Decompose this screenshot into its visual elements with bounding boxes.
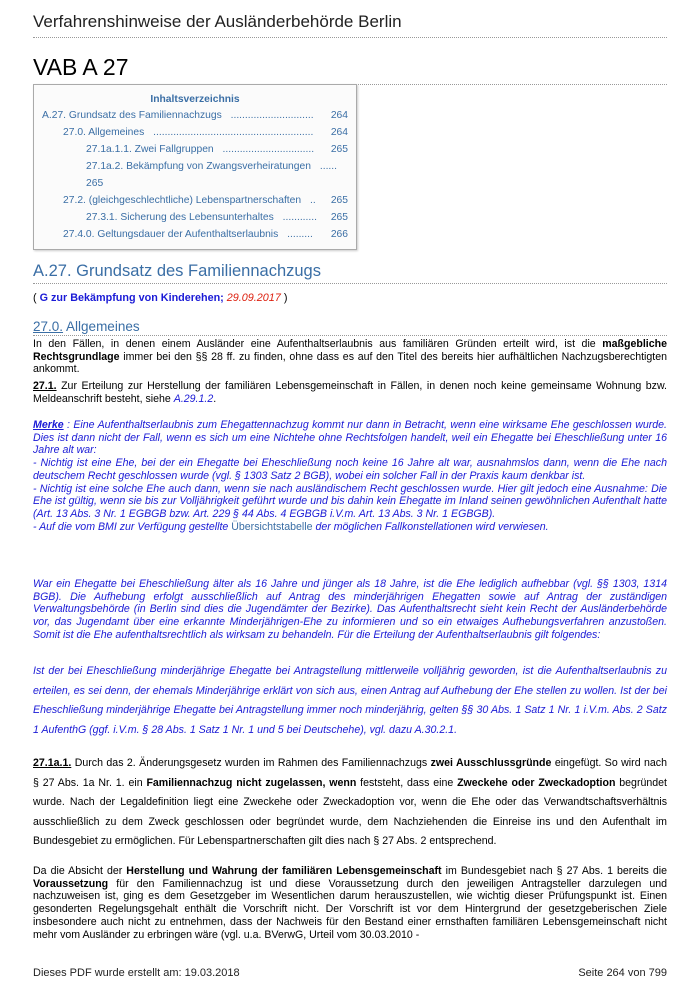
text: eingefügt. So wird nach § 27 Abs. 1a Nr. 1. ein	[33, 757, 667, 789]
law-date: 29.09.2017	[226, 292, 281, 304]
bold-text: Herstellung und Wahrung der familiären Lebensgemeinschaft	[126, 865, 442, 877]
text: .	[454, 723, 458, 736]
paren-open: (	[33, 292, 37, 304]
toc-item-page: 264	[330, 110, 348, 121]
toc-item-label: 27.1a.1.1. Zwei Fallgruppen	[86, 144, 214, 155]
subsection-divider	[33, 335, 667, 336]
header-divider	[33, 37, 667, 38]
subsection-number[interactable]: 27.0.	[33, 319, 64, 334]
toc-item-page: 265	[330, 195, 348, 206]
paragraph-intro	[33, 338, 667, 376]
table-of-contents	[33, 84, 357, 250]
toc-item-label: 27.1a.2. Bekämpfung von Zwangsverheiratungen	[86, 161, 311, 172]
bold-text: maßgebliche Rechtsgrundlage	[33, 338, 667, 363]
overview-table-link[interactable]: Übersichtstabelle	[231, 520, 313, 533]
text: der möglichen Fallkonstellationen wird verwiesen.	[312, 520, 549, 533]
law-link[interactable]: G zur Bekämpfung von Kinderehen;	[39, 292, 224, 304]
merke-intro	[33, 419, 667, 457]
toc-item[interactable]	[86, 212, 348, 223]
toc-item-label: 27.0. Allgemeines	[63, 127, 145, 138]
toc-item-dots: ......	[319, 161, 338, 172]
toc-item-dots: ................................	[222, 144, 315, 155]
paragraph-label[interactable]: 27.1a.1.	[33, 757, 72, 769]
toc-item-dots: .............................	[230, 110, 314, 121]
toc-item[interactable]	[63, 229, 348, 240]
merke-point: - Nichtig ist eine Ehe, bei der ein Ehegatte bei Eheschließung noch keine 16 Jahre alt war, ausnahmslos dann, wenn die Ehe nach deutschem Recht geschlossen wurde (vgl. § 1303 Satz 2 BGB), wobei ein solcher Fall in der Praxis kaum denkbar ist.	[33, 457, 667, 482]
text: für den Familiennachzug ist und diese Voraussetzung durch den jeweiligen Antragsteller darzulegen und nachzuweisen ist, ging es dem Gesetzgeber im Wesentlichen darum herauszustellen, wie wichtig dieser Prüfungspunkt ist. Einen gesonderten Regelungsgehalt enthält die Vorschrift nicht. Der Vorschrift ist vor dem Hintergrund der gesetzgeberischen Ziele insbesondere auch nicht zu entnehmen, dass der Nachweis für den Bestand einer ernsthaften familiären Lebensgemeinschaft nicht mehr vom Ausländer zu erbringen wäre (vgl. u.a. BVerwG, Urteil vom 30.03.2010 -	[33, 877, 667, 941]
bold-text: Familiennachzug nicht zugelassen, wenn	[146, 776, 357, 789]
toc-item-label: 27.2. (gleichgeschlechtliche) Lebenspartnerschaften	[63, 195, 302, 206]
toc-item[interactable]	[86, 144, 348, 155]
toc-item-page: 265	[86, 178, 104, 189]
document-page	[33, 0, 667, 990]
paragraph-27-1	[33, 380, 667, 405]
header-title: Verfahrenshinweise der Ausländerbehörde Berlin	[33, 12, 402, 31]
toc-item-dots: .........	[287, 229, 313, 240]
toc-item[interactable]	[63, 195, 348, 206]
toc-item[interactable]	[86, 161, 348, 172]
cross-reference-link[interactable]: A.30.2.1	[414, 723, 455, 736]
toc-item-label: 27.3.1. Sicherung des Lebensunterhaltes	[86, 212, 274, 223]
toc-heading: Inhaltsverzeichnis	[150, 94, 240, 105]
toc-item-page: 266	[330, 229, 348, 240]
merke-label[interactable]: Merke	[33, 419, 64, 431]
bold-text: Zweckehe oder Zweckadoption	[457, 776, 616, 789]
bold-text: zwei Ausschlussgründe	[430, 757, 552, 769]
text: Zur Erteilung zur Herstellung der familiären Lebensgemeinschaft in Fällen, in denen noch keine gemeinsame Wohnung bzw. Meldeanschrift besteht, siehe	[33, 380, 667, 405]
paragraph-aufhebbar: War ein Ehegatte bei Eheschließung älter als 16 Jahre und jünger als 18 Jahre, ist die Ehe lediglich aufhebbar (vgl. §§ 1303, 1314 BGB). Die Aufhebung erfolgt ausschließlich auf Antrag des minderjährigen Ehegatten sowie auf Antrag der zuständigen Verwaltungsbehörde (in Berlin sind dies die Jugendämter der Bezirke). Das Aufenthaltsrecht sieht kein Recht der Ausländerbehörde vor, das Jugendamt über eine erkannte Minderjährigen-Ehe zu informieren und so ein etwaiges Aufhebungsverfahren anzustoßen. Somit ist die Ehe aufenthaltsrechtlich als wirksam zu behandeln. Für die Erteilung der Aufenthaltserlaubnis gilt folgendes:	[33, 578, 667, 641]
text: : Eine Aufenthaltserlaubnis zum Ehegattennachzug kommt nur dann in Betracht, wenn eine wirksame Ehe geschlossen wurde. Dies ist dann nicht der Fall, wenn es sich um eine Nichtehe ohne Rechtsfolgen handelt, weil ein Ehegatte bei Eheschließung unter 16 Jahre alt war:	[33, 419, 667, 457]
text: Durch das 2. Änderungsgesetz wurden im Rahmen des Familiennachzugs	[71, 757, 431, 769]
section-heading: A.27. Grundsatz des Familiennachzugs	[33, 262, 321, 280]
text: feststeht, dass eine	[356, 776, 458, 789]
footer-created-date: Dieses PDF wurde erstellt am: 19.03.2018	[33, 967, 240, 979]
law-reference	[33, 292, 287, 304]
paragraph-lebensgemeinschaft	[33, 865, 667, 941]
toc-item-page: 264	[330, 127, 348, 138]
bold-text: Voraussetzung	[33, 877, 109, 890]
merke-point	[33, 521, 667, 534]
text: Da die Absicht der	[33, 865, 127, 877]
text: - Auf die vom BMI zur Verfügung gestellte	[33, 520, 232, 533]
page-title: VAB A 27	[33, 54, 129, 80]
footer-page-number: Seite 264 von 799	[578, 967, 667, 979]
merke-point: - Nichtig ist eine solche Ehe auch dann, wenn sie nach ausländischem Recht geschlossen wurde. Hier gilt jedoch eine Ausnahme: Die Ehe ist gültig, wenn sie bis zur Volljährigkeit geführt wurde und bis dahin kein Ehegatte im Inland seinen gewöhnlichen Aufenthalt hatte (Art. 13 Abs. 3 Nr. 1 EGBGB bzw. Art. 229 § 44 Abs. 4 EGBGB i.V.m. Art. 13 Abs. 3 Nr. 1 EGBGB).	[33, 482, 667, 520]
merke-block	[33, 419, 667, 533]
toc-item[interactable]	[63, 127, 348, 138]
text: .	[213, 392, 217, 405]
cross-reference-link[interactable]: A.29.1.2	[173, 392, 214, 405]
text: Ist der bei Eheschließung minderjährige Ehegatte bei Antragstellung mittlerweile volljährig geworden, ist die Aufenthaltserlaubnis zu erteilen, es sei denn, der ehemals Minderjährige erklärt von sich aus, einen Antrag auf Aufhebung der Ehe stellen zu wollen. Ist der bei Eheschließung minderjährige Ehegatte bei Antragstellung immer noch minderjährig, gelten §§ 30 Abs. 1 Satz 1 Nr. 1 i.V.m. Abs. 2 Satz 1 AufenthG (ggf. i.V.m. § 28 Abs. 1 Satz 1 Nr. 1 und 5 bei Deutschehe), vgl. dazu	[33, 665, 667, 736]
paragraph-label[interactable]: 27.1.	[33, 380, 57, 392]
text: immer bei den §§ 28 ff. zu finden, ohne dass es auf den Titel des bereits hier aufhältlichen Nachzugsberechtigten ankommt.	[33, 350, 667, 376]
toc-item-dots: ............	[282, 212, 317, 223]
paragraph-27-1a-1	[33, 754, 667, 852]
toc-item-page-wrapped[interactable]	[86, 178, 103, 189]
toc-item[interactable]	[42, 110, 348, 121]
toc-item-label: 27.4.0. Geltungsdauer der Aufenthaltserlaubnis	[63, 229, 279, 240]
toc-item-page: 265	[330, 212, 348, 223]
toc-item-label: A.27. Grundsatz des Familiennachzugs	[42, 110, 222, 121]
text: In den Fällen, in denen einem Ausländer eine Aufenthaltserlaubnis aus familiären Gründen erteilt wird, ist die	[33, 338, 603, 350]
toc-item-dots: ........................................................	[153, 127, 314, 138]
text: im Bundesgebiet nach § 27 Abs. 1 bereits die	[441, 865, 667, 877]
toc-item-page: 265	[330, 144, 348, 155]
subsection-heading	[33, 319, 140, 334]
subsection-title: Allgemeines	[66, 319, 140, 334]
toc-item-dots: ..	[310, 195, 316, 206]
paren-close: )	[283, 292, 288, 304]
section-divider	[33, 283, 667, 284]
paragraph-minderjaehrig	[33, 662, 667, 740]
text: begründet wurde. Nach der Legaldefinition liegt eine Zweckehe oder Zweckadoption vor, wenn die Ehe oder das Verwandtschaftsverhältnis ausschließlich zu dem Zweck geschlossen oder begründet wurde, dem Nachziehenden die Einreise ins und den Aufenthalt im Bundesgebiet zu ermöglichen. Für Lebenspartnerschaften gilt dies nach § 27 Abs. 2 entsprechend.	[33, 776, 667, 847]
